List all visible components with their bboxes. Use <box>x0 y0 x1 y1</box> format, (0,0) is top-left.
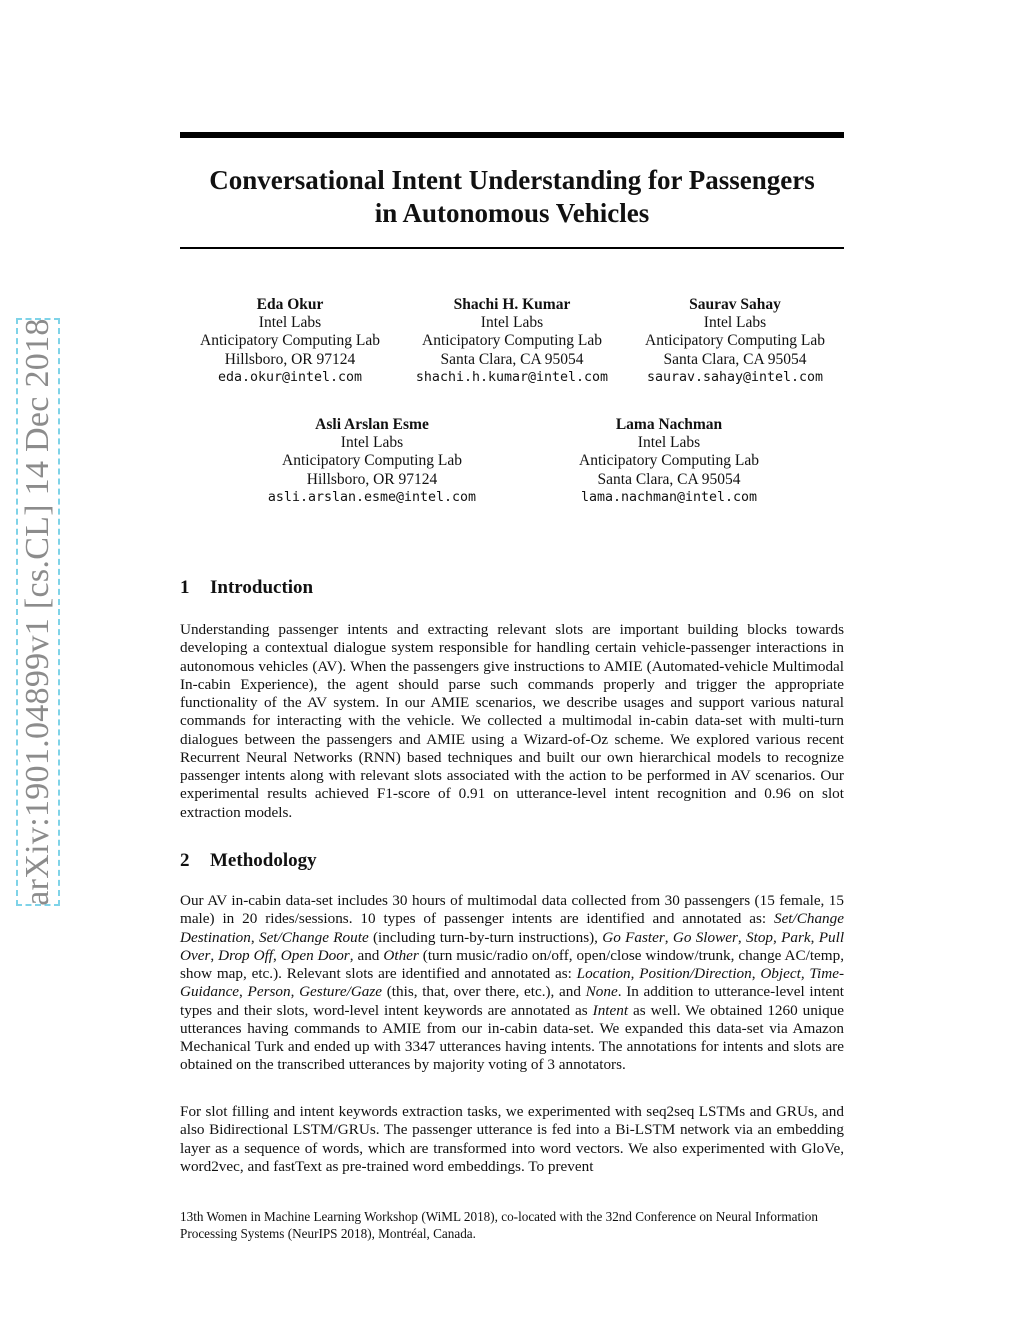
footnote: 13th Women in Machine Learning Workshop (WiML 2018), co-located with the 32nd Conference on Neural Information Processing Systems (NeurIPS 2018), Montréal, Canada. <box>180 1209 818 1241</box>
arxiv-watermark-text: arXiv:1901.04899v1 [cs.CL] 14 Dec 2018 <box>19 318 56 906</box>
methodology-paragraph-2: For slot filling and intent keywords extraction tasks, we experimented with seq2seq LSTMs and GRUs, and also Bidirectional LSTM/GRUs. The passenger utterance is fed into a Bi-LSTM network via an embedding layer as a sequence of words, which are transformed into word vectors. We also experimented with GloVe, word2vec, and fastText as pre-trained word embeddings. To prevent <box>180 1103 844 1175</box>
author-block <box>624 296 846 387</box>
author-block <box>400 296 624 387</box>
author-name: Saurav Sahay <box>689 296 781 313</box>
author-location: Santa Clara, CA 95054 <box>440 350 584 368</box>
author-lab: Anticipatory Computing Lab <box>645 332 825 350</box>
author-org: Intel Labs <box>340 434 404 452</box>
author-location: Hillsboro, OR 97124 <box>224 350 356 368</box>
author-name: Asli Arslan Esme <box>315 416 429 433</box>
methodology-paragraph-1: Our AV in-cabin data-set includes 30 hours of multimodal data collected from 30 passengers (15 female, 15 male) in 20 rides/sessions. 10 types of passenger intents are identified and annotated as: Set/Change Destination, Set/Change Route (including turn-by-turn instructions), Go Faster, Go Slower, Stop, Park, Pull Over, Drop Off, Open Door, and Other (turn music/radio on/off, open/close window/trunk, change AC/temp, show map, etc.). Relevant slots are identified and annotated as: Location, Position/Direction, Object, Time-Guidance, Person, Gesture/Gaze (this, that, over there, etc.), and None. In addition to utterance-level intent types and their slots, word-level intent keywords are annotated as Intent as well. We obtained 1260 unique utterances having commands to AMIE from our in-cabin data-set. We expanded this data-set via Amazon Mechanical Turk and ended up with 3347 utterances having intents. The annotations for intents and slots are obtained on the transcribed utterances by majority voting of 3 annotators. <box>180 892 845 1074</box>
author-name: Eda Okur <box>256 296 324 313</box>
author-name: Lama Nachman <box>615 416 723 433</box>
author-email[interactable]: eda.okur@intel.com <box>217 369 363 385</box>
paper-title <box>180 164 844 230</box>
arxiv-watermark <box>16 318 60 906</box>
introduction-paragraph: Understanding passenger intents and extracting relevant slots are important building blocks towards developing a contextual dialogue system responsible for handling certain vehicle-passenger interactions in autonomous vehicles (AV). When the passengers give instructions to AMIE (Automated-vehicle Multimodal In-cabin Experience), the agent should parse such commands properly and trigger the appropriate functionality of the AV system. In our AMIE scenarios, we describe usages and support various natural commands for interacting with the vehicle. We collected a multimodal in-cabin data-set with multi-turn dialogues between the passengers and AMIE using a Wizard-of-Oz scheme. We explored various recent Recurrent Neural Networks (RNN) based techniques and built our own hierarchical models to recognize passenger intents along with relevant slots associated with the action to be performed in AV scenarios. Our experimental results achieved F1-score of 0.91 on utterance-level intent recognition and 0.96 on slot extraction models. <box>180 621 844 821</box>
author-org: Intel Labs <box>258 314 322 332</box>
section-heading-introduction <box>180 577 313 599</box>
author-lab: Anticipatory Computing Lab <box>282 452 462 470</box>
author-location: Hillsboro, OR 97124 <box>306 470 438 488</box>
author-location: Santa Clara, CA 95054 <box>597 470 741 488</box>
author-block <box>180 296 400 387</box>
title-line-2: in Autonomous Vehicles <box>374 198 650 228</box>
author-lab: Anticipatory Computing Lab <box>422 332 602 350</box>
title-bottom-rule <box>180 247 844 249</box>
title-top-rule <box>180 132 844 138</box>
section-number: 2 <box>180 850 190 871</box>
author-block <box>252 416 492 507</box>
author-block <box>552 416 786 507</box>
author-email[interactable]: saurav.sahay@intel.com <box>646 369 824 385</box>
author-org: Intel Labs <box>703 314 767 332</box>
section-title: Methodology <box>210 850 317 871</box>
author-email[interactable]: shachi.h.kumar@intel.com <box>415 369 609 385</box>
author-lab: Anticipatory Computing Lab <box>200 332 380 350</box>
author-lab: Anticipatory Computing Lab <box>579 452 759 470</box>
title-line-1: Conversational Intent Understanding for Passengers <box>209 165 815 195</box>
author-email[interactable]: lama.nachman@intel.com <box>580 489 758 505</box>
author-email[interactable]: asli.arslan.esme@intel.com <box>267 489 477 505</box>
author-org: Intel Labs <box>480 314 544 332</box>
section-number: 1 <box>180 577 190 598</box>
author-location: Santa Clara, CA 95054 <box>663 350 807 368</box>
author-name: Shachi H. Kumar <box>453 296 571 313</box>
section-heading-methodology <box>180 850 317 872</box>
section-title: Introduction <box>210 577 314 598</box>
author-org: Intel Labs <box>637 434 701 452</box>
